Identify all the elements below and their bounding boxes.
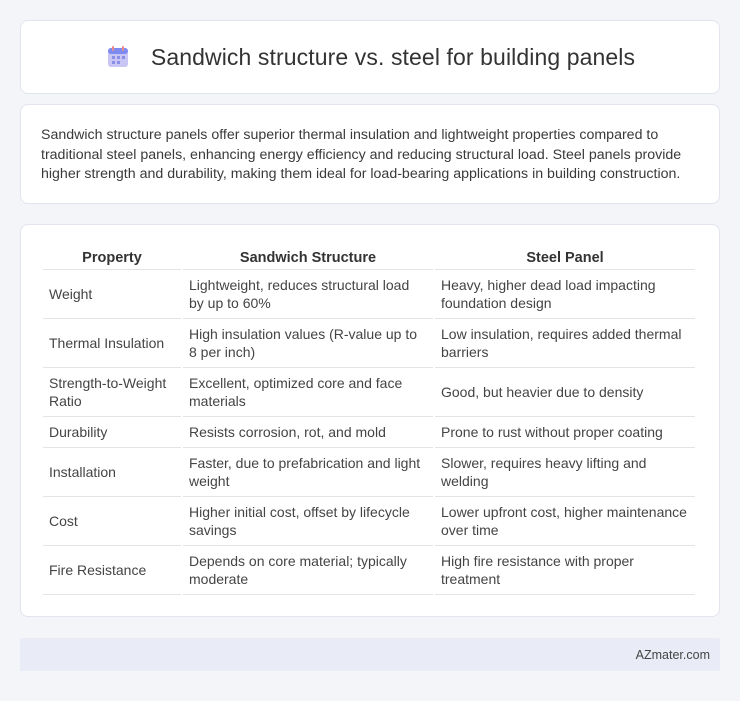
property-cell: Weight <box>43 270 181 319</box>
table-row <box>43 497 695 546</box>
sandwich-cell: Higher initial cost, offset by lifecycle savings <box>183 497 433 546</box>
table-row <box>43 546 695 595</box>
title-card <box>20 20 720 94</box>
table-row <box>43 368 695 417</box>
header-steel-panel: Steel Panel <box>435 245 695 270</box>
steel-cell: High fire resistance with proper treatment <box>435 546 695 595</box>
comparison-table <box>41 245 697 595</box>
table-row <box>43 448 695 497</box>
steel-cell: Slower, requires heavy lifting and welding <box>435 448 695 497</box>
steel-cell: Low insulation, requires added thermal barriers <box>435 319 695 368</box>
table-row <box>43 270 695 319</box>
intro-card <box>20 104 720 204</box>
comparison-card <box>20 224 720 617</box>
page-title: Sandwich structure vs. steel for building panels <box>150 43 636 70</box>
header-sandwich-structure: Sandwich Structure <box>183 245 433 270</box>
sandwich-cell: Depends on core material; typically moderate <box>183 546 433 595</box>
footer <box>20 638 720 671</box>
sandwich-cell: Lightweight, reduces structural load by up to 60% <box>183 270 433 319</box>
property-cell: Thermal Insulation <box>43 319 181 368</box>
property-cell: Strength-to-Weight Ratio <box>43 368 181 417</box>
sandwich-cell: Excellent, optimized core and face materials <box>183 368 433 417</box>
steel-cell: Heavy, higher dead load impacting foundation design <box>435 270 695 319</box>
property-cell: Cost <box>43 497 181 546</box>
table-row <box>43 417 695 448</box>
table-row <box>43 319 695 368</box>
sandwich-cell: Faster, due to prefabrication and light weight <box>183 448 433 497</box>
steel-cell: Good, but heavier due to density <box>435 368 695 417</box>
intro-text: Sandwich structure panels offer superior thermal insulation and lightweight properties compared to traditional steel panels, enhancing energy efficiency and reducing structural load. Steel panels provide higher strength and durability, making them ideal for load-bearing applications in building construction. <box>41 127 682 182</box>
property-cell: Installation <box>43 448 181 497</box>
property-cell: Durability <box>43 417 181 448</box>
steel-cell: Lower upfront cost, higher maintenance over time <box>435 497 695 546</box>
sandwich-cell: Resists corrosion, rot, and mold <box>183 417 433 448</box>
header-property: Property <box>43 245 181 270</box>
sandwich-cell: High insulation values (R-value up to 8 per inch) <box>183 319 433 368</box>
steel-cell: Prone to rust without proper coating <box>435 417 695 448</box>
footer-brand[interactable]: AZmater.com <box>635 647 710 662</box>
calendar-icon <box>105 44 131 70</box>
table-header-row <box>43 245 695 270</box>
property-cell: Fire Resistance <box>43 546 181 595</box>
